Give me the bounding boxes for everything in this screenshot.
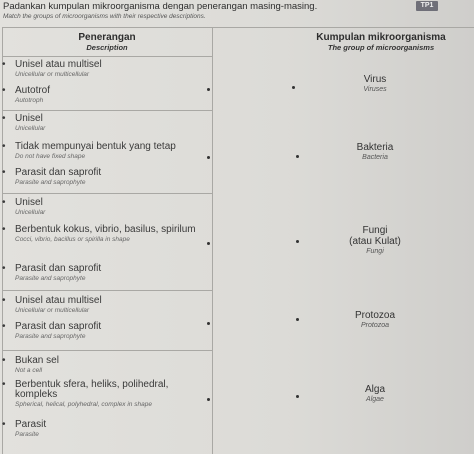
group-fungi <box>320 225 430 256</box>
match-dot-left[interactable] <box>207 398 210 401</box>
row-divider <box>2 110 212 111</box>
item-translation: Cocci, vibrio, bacillus or spirilla in shape <box>15 236 130 243</box>
item-text: Bukan sel <box>15 355 59 366</box>
item-translation: Parasite and saprophyte <box>15 333 86 340</box>
match-dot-left[interactable] <box>207 88 210 91</box>
group-translation: Protozoa <box>360 322 390 329</box>
bullet: • <box>2 141 6 152</box>
item-translation: Parasite and saprophyte <box>15 275 86 282</box>
row-divider <box>2 193 212 194</box>
item-text: Unisel <box>15 197 43 208</box>
bullet: • <box>2 419 6 430</box>
match-dot-left[interactable] <box>207 322 210 325</box>
bullet: • <box>2 113 6 124</box>
group-name: Alga <box>364 384 385 395</box>
item-text: Parasit dan saprofit <box>15 321 102 332</box>
description-item <box>2 355 202 375</box>
group-translation: Viruses <box>363 86 387 93</box>
item-translation: Unicellular or multicellular <box>15 71 90 78</box>
group-name: Protozoa <box>354 310 396 321</box>
description-item <box>2 224 202 244</box>
bullet: • <box>2 167 6 178</box>
description-item <box>2 419 202 439</box>
description-item <box>2 85 202 105</box>
row-divider <box>2 350 212 351</box>
match-dot-right[interactable] <box>292 86 295 89</box>
bullet: • <box>2 355 6 366</box>
item-translation: Unicellular <box>15 125 46 132</box>
item-translation: Parasite <box>15 431 39 438</box>
header-divider <box>2 56 212 57</box>
bullet: • <box>2 85 6 96</box>
column-subtitle: The group of microorganisms <box>327 43 435 52</box>
table-top-border <box>2 27 474 28</box>
bullet: • <box>2 379 6 390</box>
match-dot-right[interactable] <box>296 155 299 158</box>
column-title: Penerangan <box>78 32 136 43</box>
description-item <box>2 379 202 409</box>
item-translation: Autotroph <box>15 97 44 104</box>
group-translation: Algae <box>366 396 384 403</box>
group-name: Bakteria <box>356 142 394 153</box>
description-item <box>2 59 202 79</box>
item-text: Parasit <box>15 419 47 430</box>
match-dot-right[interactable] <box>296 395 299 398</box>
description-item <box>2 321 202 341</box>
bullet: • <box>2 224 6 235</box>
description-column-header <box>2 32 212 52</box>
bullet: • <box>2 321 6 332</box>
item-text: Berbentuk sfera, heliks, polihedral, kompleks <box>15 379 169 400</box>
item-text: Parasit dan saprofit <box>15 167 102 178</box>
match-dot-left[interactable] <box>207 242 210 245</box>
group-protozoa <box>320 310 430 330</box>
column-divider <box>212 27 213 454</box>
bullet: • <box>2 197 6 208</box>
item-translation: Parasite and saprophyte <box>15 179 86 186</box>
group-column-header <box>296 32 466 52</box>
description-item <box>2 197 202 217</box>
bullet: • <box>2 263 6 274</box>
item-text: Unisel <box>15 113 43 124</box>
bullet: • <box>2 59 6 70</box>
group-name: Fungi (atau Kulat) <box>349 225 401 247</box>
bullet: • <box>2 295 6 306</box>
item-translation: Spherical, helical, polyhedral, complex in shape <box>15 401 152 408</box>
match-dot-left[interactable] <box>207 156 210 159</box>
description-item <box>2 141 202 161</box>
column-title: Kumpulan mikroorganisma <box>316 32 446 43</box>
group-bakteria <box>320 142 430 162</box>
item-text: Unisel atau multisel <box>15 295 102 306</box>
item-translation: Unicellular <box>15 209 46 216</box>
item-translation: Unicellular or multicellular <box>15 307 90 314</box>
item-translation: Not a cell <box>15 367 43 374</box>
item-text: Parasit dan saprofit <box>15 263 102 274</box>
instruction-title: Padankan kumpulan mikroorganisma dengan penerangan masing-masing. <box>3 1 318 12</box>
group-translation: Bacteria <box>362 154 388 161</box>
instruction-subtitle: Match the groups of microorganisms with their respective descriptions. <box>3 13 206 20</box>
description-item <box>2 167 202 187</box>
column-subtitle: Description <box>86 43 128 52</box>
item-text: Autotrof <box>15 85 51 96</box>
group-name: Virus <box>363 74 387 85</box>
match-dot-right[interactable] <box>296 240 299 243</box>
item-translation: Do not have fixed shape <box>15 153 86 160</box>
description-item <box>2 263 202 283</box>
level-badge: TP1 <box>416 1 438 11</box>
item-text: Berbentuk kokus, vibrio, basilus, spirilum <box>15 224 196 235</box>
description-item <box>2 295 202 315</box>
match-dot-right[interactable] <box>296 318 299 321</box>
group-virus <box>320 74 430 94</box>
row-divider <box>2 290 212 291</box>
group-translation: Fungi <box>366 248 384 255</box>
item-text: Tidak mempunyai bentuk yang tetap <box>15 141 176 152</box>
group-alga <box>320 384 430 404</box>
description-item <box>2 113 202 133</box>
item-text: Unisel atau multisel <box>15 59 102 70</box>
